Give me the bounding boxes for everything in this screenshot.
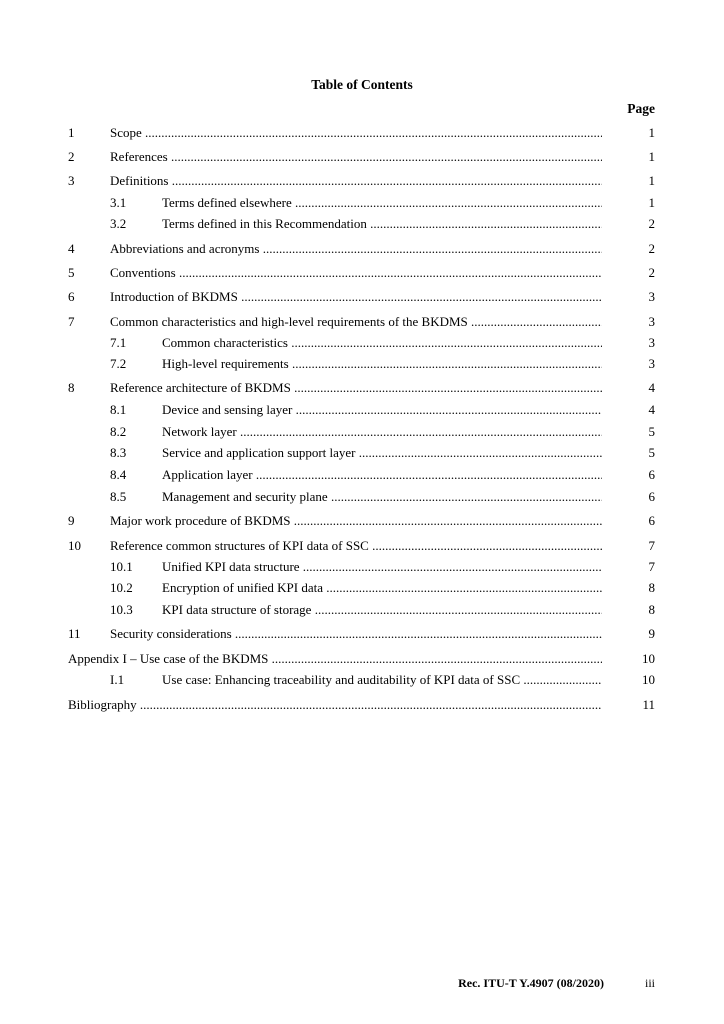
toc-entry[interactable] bbox=[68, 602, 655, 618]
page-column-header: Page bbox=[627, 101, 655, 116]
toc-entry-number: 3.1 bbox=[110, 195, 127, 210]
toc-entry-text: Encryption of unified KPI data bbox=[162, 580, 324, 595]
toc-entry-page: 6 bbox=[648, 489, 655, 504]
toc-entry-title bbox=[68, 697, 602, 713]
toc-entry-number: 7 bbox=[68, 314, 75, 329]
toc-entry-number: 8.1 bbox=[110, 402, 127, 417]
toc-entry-text: High-level requirements bbox=[162, 356, 289, 371]
toc-entry-number: 11 bbox=[68, 626, 81, 641]
toc-entry-title bbox=[110, 380, 602, 396]
toc-entry[interactable] bbox=[68, 559, 655, 575]
toc-entry-number: 10.3 bbox=[110, 602, 133, 617]
toc-entry[interactable] bbox=[68, 672, 655, 688]
toc-entry-number: 7.2 bbox=[110, 356, 127, 371]
toc-entry-title bbox=[68, 651, 602, 667]
toc-entry[interactable] bbox=[68, 380, 655, 396]
toc-entry-number: 10.1 bbox=[110, 559, 133, 574]
toc-entry-title bbox=[110, 513, 602, 529]
toc-entry-text: Reference architecture of BKDMS bbox=[110, 380, 291, 395]
toc-entry-title bbox=[110, 125, 602, 141]
toc-entry-page: 8 bbox=[648, 602, 655, 617]
toc-entry[interactable] bbox=[68, 265, 655, 281]
toc-entry-title bbox=[162, 467, 602, 483]
toc-entry-page: 1 bbox=[648, 125, 655, 140]
toc-entry-number: 6 bbox=[68, 289, 75, 304]
toc-entry-page: 3 bbox=[648, 289, 655, 304]
toc-entry-text: Service and application support layer bbox=[162, 445, 356, 460]
toc-entry[interactable] bbox=[68, 314, 655, 330]
toc-entry-page: 10 bbox=[642, 651, 655, 666]
toc-entry-page: 1 bbox=[648, 173, 655, 188]
toc-entry-number: 8.3 bbox=[110, 445, 127, 460]
toc-entry-title bbox=[110, 241, 602, 257]
toc-entry-number: 8.4 bbox=[110, 467, 127, 482]
toc-entry-text: Network layer bbox=[162, 424, 237, 439]
toc-entry-title bbox=[110, 626, 602, 642]
toc-entry-text: Definitions bbox=[110, 173, 169, 188]
toc-entry-title bbox=[162, 356, 602, 372]
toc-entry-page: 3 bbox=[648, 356, 655, 371]
toc-entry-page: 7 bbox=[648, 559, 655, 574]
toc-entry-text: Management and security plane bbox=[162, 489, 328, 504]
toc-entry-text: References bbox=[110, 149, 168, 164]
toc-entry[interactable] bbox=[68, 173, 655, 189]
toc-entry-text: KPI data structure of storage bbox=[162, 602, 312, 617]
toc-entry-text: Terms defined elsewhere bbox=[162, 195, 292, 210]
toc-entry-title bbox=[110, 149, 602, 165]
toc-entry-page: 1 bbox=[648, 195, 655, 210]
toc-entry-page: 8 bbox=[648, 580, 655, 595]
toc-entry-text: Reference common structures of KPI data of SSC bbox=[110, 538, 369, 553]
toc-entry[interactable] bbox=[68, 651, 655, 667]
toc-entry-page: 5 bbox=[648, 424, 655, 439]
toc-entry-title bbox=[162, 445, 602, 461]
toc-entry-title bbox=[110, 289, 602, 305]
footer-recommendation: Rec. ITU-T Y.4907 (08/2020) bbox=[458, 976, 604, 990]
toc-entry-number: 10 bbox=[68, 538, 81, 553]
toc-entry-page: 6 bbox=[648, 513, 655, 528]
toc-entry-number: 1 bbox=[68, 125, 75, 140]
toc-entry-number: I.1 bbox=[110, 672, 125, 687]
toc-entry-number: 4 bbox=[68, 241, 75, 256]
toc-entry-title bbox=[110, 538, 602, 554]
toc-entry-page: 9 bbox=[648, 626, 655, 641]
toc-entry-number: 8.5 bbox=[110, 489, 127, 504]
toc-entry[interactable] bbox=[68, 445, 655, 461]
toc-entry-page: 3 bbox=[648, 335, 655, 350]
toc-entry-page: 5 bbox=[648, 445, 655, 460]
toc-entry[interactable] bbox=[68, 241, 655, 257]
toc-entry-page: 10 bbox=[642, 672, 655, 687]
toc-entry[interactable] bbox=[68, 538, 655, 554]
toc-entry-title bbox=[162, 216, 602, 232]
toc-entry-number: 5 bbox=[68, 265, 75, 280]
toc-entry-text: Unified KPI data structure bbox=[162, 559, 300, 574]
toc-entry-number: 7.1 bbox=[110, 335, 127, 350]
toc-entry-text: Appendix I – Use case of the BKDMS bbox=[68, 651, 269, 666]
toc-entry-page: 6 bbox=[648, 467, 655, 482]
toc-entry[interactable] bbox=[68, 216, 655, 232]
toc-entry-page: 11 bbox=[642, 697, 655, 712]
toc-entry[interactable] bbox=[68, 580, 655, 596]
toc-entry-page: 1 bbox=[648, 149, 655, 164]
toc-entry-number: 3 bbox=[68, 173, 75, 188]
toc-entry[interactable] bbox=[68, 697, 655, 713]
toc-entry-title bbox=[110, 265, 602, 281]
toc-entry[interactable] bbox=[68, 424, 655, 440]
toc-entry-title bbox=[162, 580, 602, 596]
toc-entry-title bbox=[110, 173, 602, 189]
toc-entry-number: 10.2 bbox=[110, 580, 133, 595]
page-footer bbox=[0, 976, 724, 992]
toc-entry[interactable] bbox=[68, 125, 655, 141]
toc-entry-text: Conventions bbox=[110, 265, 176, 280]
toc-entry-text: Major work procedure of BKDMS bbox=[110, 513, 291, 528]
footer-page-number: iii bbox=[644, 976, 655, 990]
toc-entry-title bbox=[162, 402, 602, 418]
toc-entry-page: 2 bbox=[648, 216, 655, 231]
toc-entry-title bbox=[162, 424, 602, 440]
toc-entry-text: Abbreviations and acronyms bbox=[110, 241, 260, 256]
toc-entry-text: Use case: Enhancing traceability and auditability of KPI data of SSC bbox=[162, 672, 521, 687]
toc-entry-text: Introduction of BKDMS bbox=[110, 289, 238, 304]
toc-title: Table of Contents bbox=[311, 77, 413, 92]
toc-entry[interactable] bbox=[68, 356, 655, 372]
toc-entry-number: 9 bbox=[68, 513, 75, 528]
toc-entry[interactable] bbox=[68, 626, 655, 642]
toc-entry-page: 2 bbox=[648, 241, 655, 256]
toc-entry-title bbox=[162, 672, 602, 688]
toc-entry-text: Common characteristics and high-level requirements of the BKDMS bbox=[110, 314, 468, 329]
toc-entry-text: Terms defined in this Recommendation bbox=[162, 216, 367, 231]
toc-entry-text: Application layer bbox=[162, 467, 253, 482]
toc-entry-number: 2 bbox=[68, 149, 75, 164]
toc-entry-text: Security considerations bbox=[110, 626, 232, 641]
toc-entry-title bbox=[162, 195, 602, 211]
toc-entry-text: Common characteristics bbox=[162, 335, 288, 350]
toc-entry-title bbox=[162, 489, 602, 505]
toc-entry-text: Device and sensing layer bbox=[162, 402, 293, 417]
toc-entry[interactable] bbox=[68, 467, 655, 483]
toc-entry-title bbox=[162, 602, 602, 618]
toc-entry-page: 7 bbox=[648, 538, 655, 553]
toc-entry[interactable] bbox=[68, 335, 655, 351]
toc-entry-page: 3 bbox=[648, 314, 655, 329]
toc-entry-title bbox=[162, 335, 602, 351]
toc-entry-number: 8.2 bbox=[110, 424, 127, 439]
toc-entry[interactable] bbox=[68, 289, 655, 305]
toc-entry[interactable] bbox=[68, 513, 655, 529]
toc-entry-number: 3.2 bbox=[110, 216, 127, 231]
toc-entry[interactable] bbox=[68, 402, 655, 418]
toc-entry[interactable] bbox=[68, 195, 655, 211]
toc-entry-text: Bibliography bbox=[68, 697, 137, 712]
toc-entry[interactable] bbox=[68, 149, 655, 165]
toc-entry-title bbox=[162, 559, 602, 575]
toc-entry-number: 8 bbox=[68, 380, 75, 395]
toc-entry-text: Scope bbox=[110, 125, 142, 140]
toc-entry[interactable] bbox=[68, 489, 655, 505]
toc-entry-title bbox=[110, 314, 602, 330]
toc-entry-page: 2 bbox=[648, 265, 655, 280]
toc-entry-page: 4 bbox=[648, 380, 655, 395]
toc-entry-page: 4 bbox=[648, 402, 655, 417]
